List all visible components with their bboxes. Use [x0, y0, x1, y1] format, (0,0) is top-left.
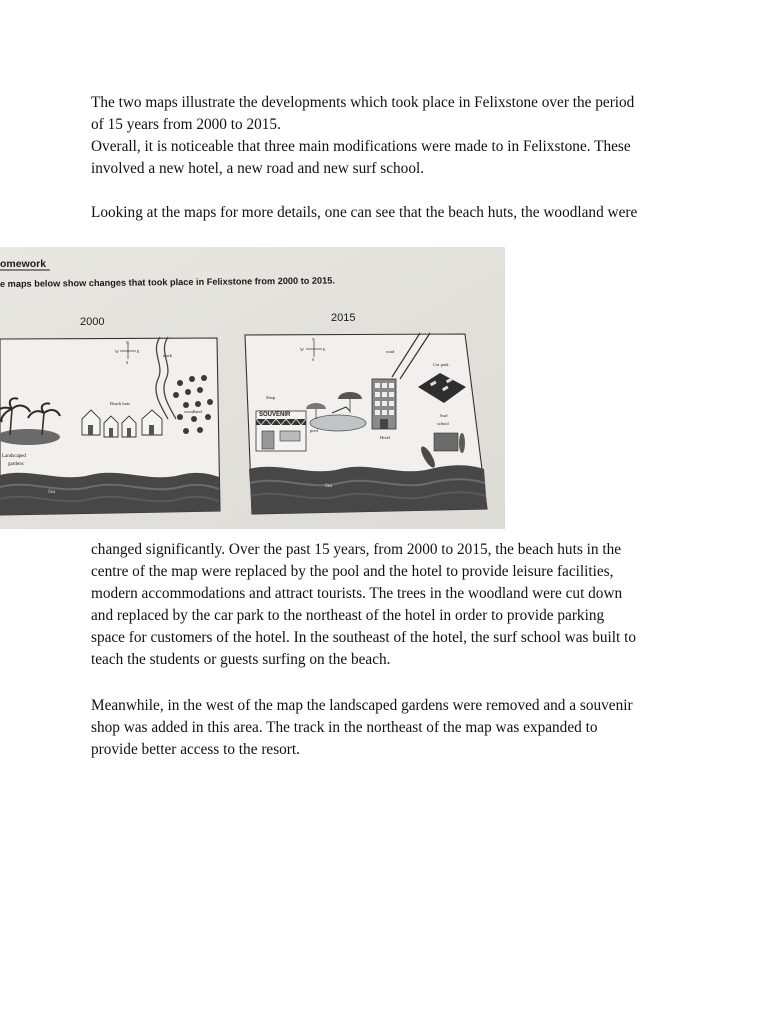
- text-line: involved a new hotel, a new road and new surf school.: [91, 160, 425, 177]
- text-line: provide better access to the resort.: [91, 741, 300, 758]
- maps-photo: [0, 247, 505, 529]
- text-line: changed significantly. Over the past 15 years, from 2000 to 2015, the beach huts in the: [91, 541, 622, 558]
- compass-n: N: [126, 340, 129, 345]
- track-label: track: [163, 353, 172, 358]
- road-label: road: [386, 349, 394, 354]
- compass-e: E: [323, 347, 326, 352]
- text-line: centre of the map were replaced by the pool and the hotel to provide leisure facilities,: [91, 563, 614, 580]
- compass-e: E: [137, 349, 140, 354]
- intro-paragraph: [91, 92, 683, 180]
- car-park-label: Car park: [433, 362, 449, 367]
- surf-label-2: school: [437, 421, 449, 426]
- gardens-label-2: gardens: [8, 462, 24, 467]
- text-line: teach the students or guests surfing on the beach.: [91, 651, 391, 668]
- closing-paragraph: [91, 695, 683, 761]
- text-line: Looking at the maps for more details, one can see that the beach huts, the woodland were: [91, 204, 638, 221]
- task-prompt: e maps below show changes that took place in Felixstone from 2000 to 2015.: [0, 275, 335, 289]
- compass-w: W: [115, 349, 119, 354]
- year-2000: 2000: [80, 316, 105, 328]
- gardens-label-1: Landscaped: [2, 454, 26, 459]
- map-2015: [245, 333, 487, 514]
- hotel-icon: [372, 379, 396, 429]
- compass-s: S: [126, 360, 129, 365]
- text-line: Meanwhile, in the west of the map the landscaped gardens were removed and a souvenir: [91, 697, 633, 714]
- souvenir-label: SOUVENIR: [259, 412, 291, 418]
- text-line: Overall, it is noticeable that three main modifications were made to in Felixstone. These: [91, 138, 631, 155]
- text-line: modern accommodations and attract tourists. The trees in the woodland were cut down: [91, 585, 623, 602]
- text-line: shop was added in this area. The track in the northeast of the map was expanded to: [91, 719, 598, 736]
- beach-huts-label: Beach huts: [110, 401, 130, 406]
- hotel-label: Hotel: [380, 435, 390, 440]
- text-line: and replaced by the car park to the northeast of the hotel in order to provide parking: [91, 607, 605, 624]
- surf-label-1: Surf: [440, 413, 448, 418]
- compass-n: N: [312, 337, 315, 342]
- woodland-label: woodland: [184, 409, 202, 414]
- sea-label-2015: Sea: [325, 484, 333, 489]
- text-line: The two maps illustrate the developments which took place in Felixstone over the period: [91, 94, 635, 111]
- compass-s: S: [312, 357, 315, 362]
- text-line: of 15 years from 2000 to 2015.: [91, 116, 281, 133]
- pool-label: pool: [310, 428, 319, 433]
- map-2000: [0, 337, 220, 515]
- details-paragraph-start: [91, 202, 683, 224]
- text-line: space for customers of the hotel. In the southeast of the hotel, the surf school was built to: [91, 629, 637, 646]
- details-paragraph-continued: [91, 539, 683, 671]
- sea-label-2000: Sea: [48, 490, 56, 495]
- homework-heading: omework: [0, 258, 47, 270]
- compass-w: W: [300, 347, 304, 352]
- year-2015: 2015: [331, 312, 356, 324]
- shop-label: Shop: [266, 395, 276, 400]
